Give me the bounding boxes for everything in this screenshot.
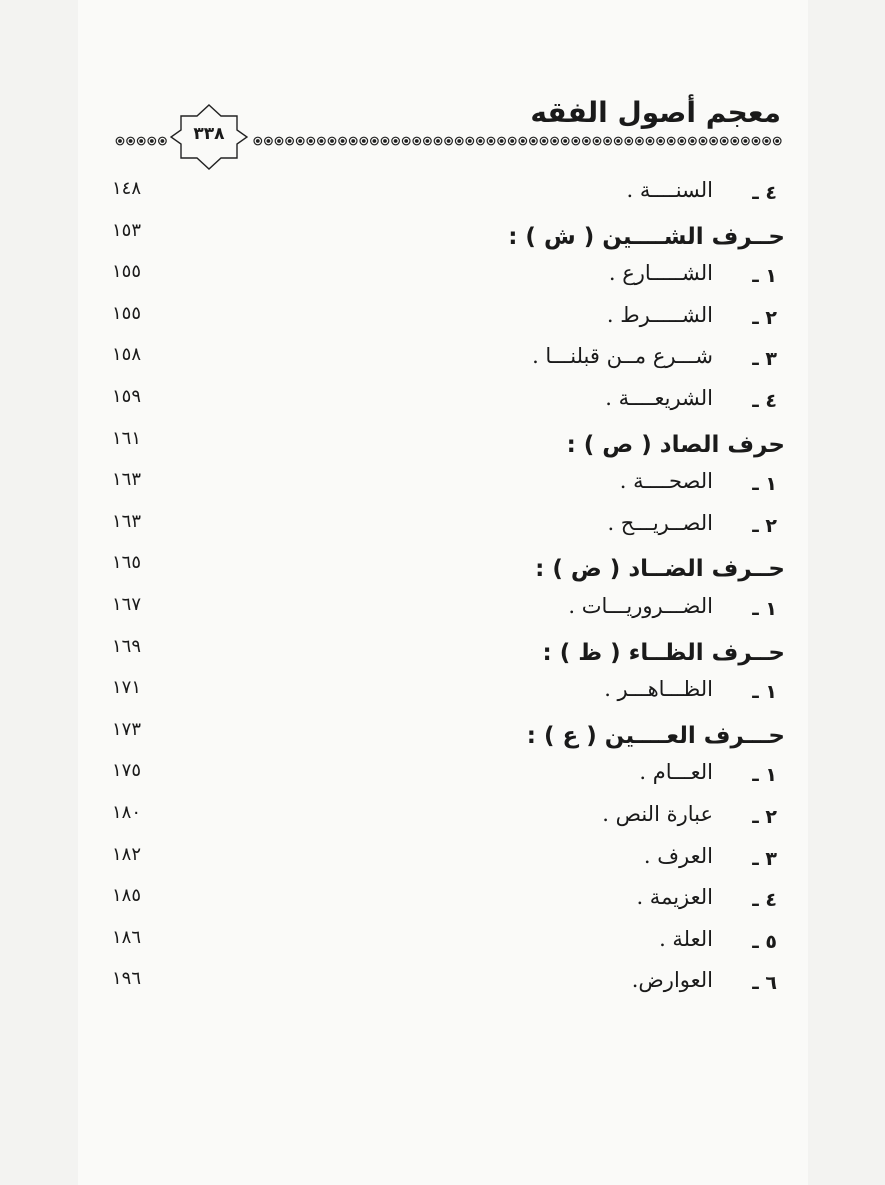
index-entry-row bbox=[0, 594, 885, 628]
page-reference: ١٥٨ bbox=[112, 344, 142, 366]
page-number: ٣٣٨ bbox=[193, 124, 225, 144]
entry-number: ٢ ـ bbox=[752, 514, 777, 537]
entry-number: ٢ ـ bbox=[752, 306, 777, 329]
page-reference: ١٤٨ bbox=[112, 178, 142, 199]
entry-term: العوارض. bbox=[631, 968, 713, 993]
page-reference: ١٧٥ bbox=[112, 760, 142, 782]
entry-number: ١ ـ bbox=[752, 473, 777, 496]
letter-heading: حــرف الظــاء ( ظ ) : bbox=[542, 639, 785, 666]
page-reference: ١٥٩ bbox=[112, 386, 142, 407]
entry-term: الشـــــرط . bbox=[606, 302, 713, 327]
index-entry-row bbox=[0, 178, 885, 212]
entry-number: ٤ ـ bbox=[752, 889, 777, 912]
entry-number: ٢ ـ bbox=[752, 806, 777, 828]
letter-heading: حرف الصاد ( ص ) : bbox=[566, 431, 785, 458]
index-entry-row bbox=[0, 927, 885, 961]
index-entry-row bbox=[0, 885, 885, 919]
index-entry-row bbox=[0, 303, 885, 337]
entry-number: ١ ـ bbox=[752, 764, 777, 787]
page-reference: ١٦٧ bbox=[112, 594, 142, 615]
index-entry-row bbox=[0, 386, 885, 420]
section-heading-row bbox=[0, 719, 885, 753]
page-reference: ١٦٣ bbox=[112, 469, 142, 491]
page-reference: ١٦٩ bbox=[112, 635, 142, 657]
entry-term: الظـــاهـــر . bbox=[604, 677, 713, 702]
section-heading-row bbox=[0, 552, 885, 586]
page-reference: ١٦٣ bbox=[112, 510, 142, 532]
entry-term: العزيمة . bbox=[636, 885, 713, 910]
section-heading-row bbox=[0, 220, 885, 254]
page-reference: ١٦٥ bbox=[112, 552, 142, 574]
entry-number: ٣ ـ bbox=[752, 847, 777, 870]
index-entry-row bbox=[0, 469, 885, 503]
page-reference: ١٦١ bbox=[112, 427, 142, 449]
entry-number: ٤ ـ bbox=[752, 182, 777, 204]
index-entry-row bbox=[0, 802, 885, 836]
entry-number: ٥ ـ bbox=[752, 930, 777, 953]
entry-term: شـــرع مــن قبلنـــا . bbox=[532, 344, 713, 369]
letter-heading: حــرف الشــــين ( ش ) : bbox=[508, 223, 785, 250]
entry-term: العلة . bbox=[659, 926, 713, 951]
entry-term: الصحــــة . bbox=[619, 469, 713, 494]
entry-term: الضـــروريـــات . bbox=[568, 594, 713, 618]
entry-number: ١ ـ bbox=[752, 681, 777, 704]
entry-term: الشـــــارع . bbox=[608, 261, 713, 286]
page-reference: ١٨٦ bbox=[112, 926, 142, 948]
entry-term: السنــــة . bbox=[626, 178, 713, 202]
index-entry-row bbox=[0, 844, 885, 878]
entry-number: ١ ـ bbox=[752, 265, 777, 288]
page-reference: ١٥٥ bbox=[112, 302, 142, 324]
entry-number: ٦ ـ bbox=[752, 972, 777, 995]
page-reference: ١٨٥ bbox=[112, 885, 142, 907]
entry-term: العـــام . bbox=[639, 760, 713, 785]
section-heading-row bbox=[0, 636, 885, 670]
index-entry-row bbox=[0, 344, 885, 378]
entry-term: الشريعــــة . bbox=[605, 386, 713, 410]
page-reference: ١٩٦ bbox=[112, 968, 142, 990]
section-heading-row bbox=[0, 428, 885, 462]
index-entry-row bbox=[0, 760, 885, 794]
page-reference: ١٧١ bbox=[112, 677, 142, 699]
entry-term: عبارة النص . bbox=[602, 802, 713, 826]
page-reference: ١٨٢ bbox=[112, 843, 142, 865]
book-title: معجم أصول الفقه bbox=[530, 96, 781, 129]
entry-number: ٤ ـ bbox=[752, 390, 777, 412]
page-reference: ١٨٠ bbox=[112, 802, 142, 823]
index-entry-row bbox=[0, 511, 885, 545]
entry-number: ١ ـ bbox=[752, 598, 777, 620]
page-reference: ١٥٣ bbox=[112, 219, 142, 241]
entry-number: ٣ ـ bbox=[752, 348, 777, 371]
index-entry-row bbox=[0, 968, 885, 1002]
page-reference: ١٧٣ bbox=[112, 718, 142, 740]
entry-term: العرف . bbox=[643, 843, 713, 868]
index-entry-row bbox=[0, 261, 885, 295]
entry-term: الصــريـــح . bbox=[607, 510, 713, 535]
index-entry-row bbox=[0, 677, 885, 711]
page-reference: ١٥٥ bbox=[112, 261, 142, 283]
letter-heading: حـــرف العــــين ( ع ) : bbox=[526, 722, 785, 749]
letter-heading: حــرف الضــاد ( ض ) : bbox=[535, 556, 785, 583]
